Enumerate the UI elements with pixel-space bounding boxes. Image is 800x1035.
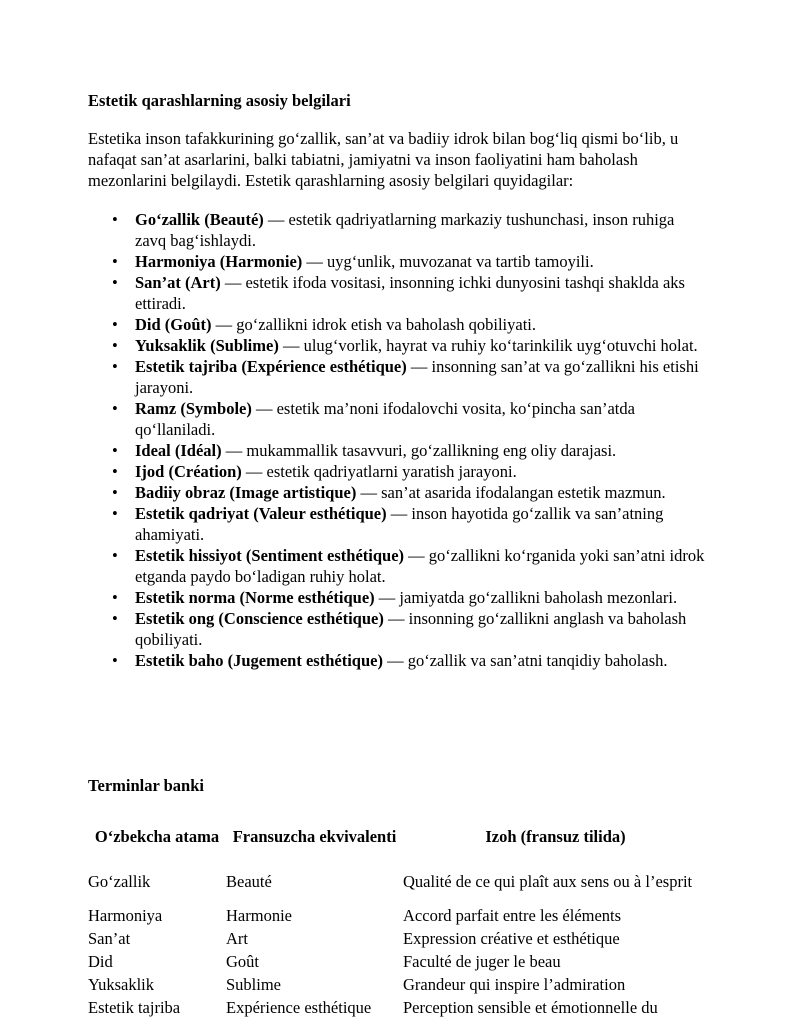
terms-table	[88, 814, 708, 1019]
bullet-icon: •	[112, 609, 118, 628]
cell-uzbek-term: Estetik tajriba	[88, 998, 181, 1017]
header-uzbek-term: O‘zbekcha atama	[94, 826, 220, 846]
cell-french-explanation: Accord parfait entre les éléments	[403, 906, 622, 925]
list-item	[88, 251, 708, 272]
bullet-icon: •	[112, 252, 118, 271]
bullet-icon: •	[112, 441, 118, 460]
list-item	[88, 398, 708, 440]
list-item-term: Ijod (Création)	[135, 462, 242, 481]
cell-french-equivalent: Beauté	[226, 871, 272, 891]
list-item-term: Yuksaklik (Sublime)	[135, 336, 279, 355]
bullet-icon: •	[112, 357, 118, 376]
bullet-icon: •	[112, 588, 118, 607]
cell-french-equivalent: Art	[226, 929, 248, 948]
bullet-icon: •	[112, 504, 118, 523]
list-item	[88, 440, 708, 461]
bullet-icon: •	[112, 315, 118, 334]
list-item-description: — estetik ifoda vositasi, insonning ichki dunyosini tashqi shaklda aks ettiradi.	[135, 273, 685, 313]
cell-french-equivalent: Harmonie	[226, 906, 292, 925]
table-row	[88, 950, 708, 973]
bullet-icon: •	[112, 651, 118, 670]
cell-french-explanation: Grandeur qui inspire l’admiration	[403, 975, 626, 994]
list-item-term: Harmoniya (Harmonie)	[135, 252, 303, 271]
list-item	[88, 272, 708, 314]
header-french-explanation: Izoh (fransuz tilida)	[485, 826, 626, 846]
list-item-description: — go‘zallikni idrok etish va baholash qobiliyati.	[211, 315, 536, 334]
terms-bank-heading: Terminlar banki	[88, 776, 204, 795]
list-item-term: Estetik ong (Conscience esthétique)	[135, 609, 384, 628]
list-item-description: — estetik qadriyatlarni yaratish jarayoni.	[241, 462, 517, 481]
bullet-icon: •	[112, 462, 118, 481]
cell-uzbek-term: Go‘zallik	[88, 871, 151, 891]
bullet-icon: •	[112, 483, 118, 502]
list-item-term: Did (Goût)	[135, 315, 212, 334]
cell-french-explanation: Faculté de juger le beau	[403, 952, 561, 971]
list-item-term: Ramz (Symbole)	[135, 399, 252, 418]
list-item	[88, 461, 708, 482]
list-item	[88, 335, 708, 356]
list-item-description: — ulug‘vorlik, hayrat va ruhiy ko‘tarinkilik uyg‘otuvchi holat.	[278, 336, 698, 355]
table-header-row	[88, 814, 708, 858]
table-row	[88, 973, 708, 996]
cell-french-equivalent: Expérience esthétique	[226, 998, 372, 1017]
cell-french-explanation: Perception sensible et émotionnelle du	[403, 998, 658, 1017]
cell-uzbek-term: Yuksaklik	[88, 975, 154, 994]
bullet-icon: •	[112, 273, 118, 292]
list-item	[88, 650, 708, 671]
list-item	[88, 587, 708, 608]
bullet-icon: •	[112, 336, 118, 355]
list-item	[88, 545, 708, 587]
intro-paragraph: Estetika inson tafakkurining go‘zallik, san’at va badiiy idrok bilan bog‘liq qismi bo‘lib, u nafaqat san’at asarlarini, balki tabiatni, jamiyatni va inson faoliyatini ham baholash mezonlarini belgilaydi. Estetik qarashlarning asosiy belgilari quyidagilar:	[88, 129, 679, 190]
table-body	[88, 858, 708, 1019]
cell-french-equivalent: Sublime	[226, 975, 282, 994]
list-item-term: Estetik hissiyot (Sentiment esthétique)	[135, 546, 405, 565]
list-item-description: — insonning san’at va go‘zallikni his etishi jarayoni.	[135, 357, 699, 397]
list-item-description: — estetik ma’noni ifodalovchi vosita, ko‘pincha san’atda qo‘llaniladi.	[135, 399, 635, 439]
cell-uzbek-term: San’at	[88, 929, 131, 948]
list-item	[88, 503, 708, 545]
bullet-icon: •	[112, 546, 118, 565]
list-item-term: Estetik baho (Jugement esthétique)	[135, 651, 383, 670]
list-item	[88, 314, 708, 335]
list-item-description: — san’at asarida ifodalangan estetik mazmun.	[356, 483, 666, 502]
document-title: Estetik qarashlarning asosiy belgilari	[88, 91, 351, 110]
list-item-term: Estetik tajriba (Expérience esthétique)	[135, 357, 407, 376]
list-item-description: — inson hayotida go‘zallik va san’atning ahamiyati.	[135, 504, 664, 544]
list-item-term: San’at (Art)	[135, 273, 221, 292]
list-item-description: — uyg‘unlik, muvozanat va tartib tamoyili.	[302, 252, 594, 271]
cell-french-explanation: Qualité de ce qui plaît aux sens ou à l’esprit	[403, 871, 693, 891]
bullet-icon: •	[112, 399, 118, 418]
cell-uzbek-term: Harmoniya	[88, 906, 163, 925]
list-item	[88, 356, 708, 398]
list-item-term: Estetik norma (Norme esthétique)	[135, 588, 375, 607]
list-item-description: — go‘zallik va san’atni tanqidiy baholash.	[382, 651, 668, 670]
list-item	[88, 608, 708, 650]
table-row	[88, 904, 708, 927]
table-row	[88, 927, 708, 950]
header-french-equivalent: Fransuzcha ekvivalenti	[232, 826, 397, 846]
list-item	[88, 482, 708, 503]
list-item-description: — estetik qadriyatlarning markaziy tushunchasi, inson ruhiga zavq bag‘ishlaydi.	[135, 210, 675, 250]
list-item-description: — mukammallik tasavvuri, go‘zallikning eng oliy darajasi.	[221, 441, 617, 460]
list-item-description: — jamiyatda go‘zallikni baholash mezonlari.	[374, 588, 678, 607]
list-item-description: — insonning go‘zallikni anglash va baholash qobiliyati.	[135, 609, 687, 649]
bullet-icon: •	[112, 210, 118, 229]
list-item-term: Go‘zallik (Beauté)	[135, 210, 264, 229]
aesthetic-features-list	[88, 209, 708, 671]
cell-uzbek-term: Did	[88, 952, 113, 971]
list-item-term: Estetik qadriyat (Valeur esthétique)	[135, 504, 387, 523]
list-item-term: Ideal (Idéal)	[135, 441, 222, 460]
list-item-description: — go‘zallikni ko‘rganida yoki san’atni idrok etganda paydo bo‘ladigan ruhiy holat.	[135, 546, 705, 586]
table-row	[88, 858, 708, 904]
cell-french-equivalent: Goût	[226, 952, 259, 971]
list-item-term: Badiiy obraz (Image artistique)	[135, 483, 357, 502]
list-item	[88, 209, 708, 251]
cell-french-explanation: Expression créative et esthétique	[403, 929, 620, 948]
table-row	[88, 996, 708, 1019]
